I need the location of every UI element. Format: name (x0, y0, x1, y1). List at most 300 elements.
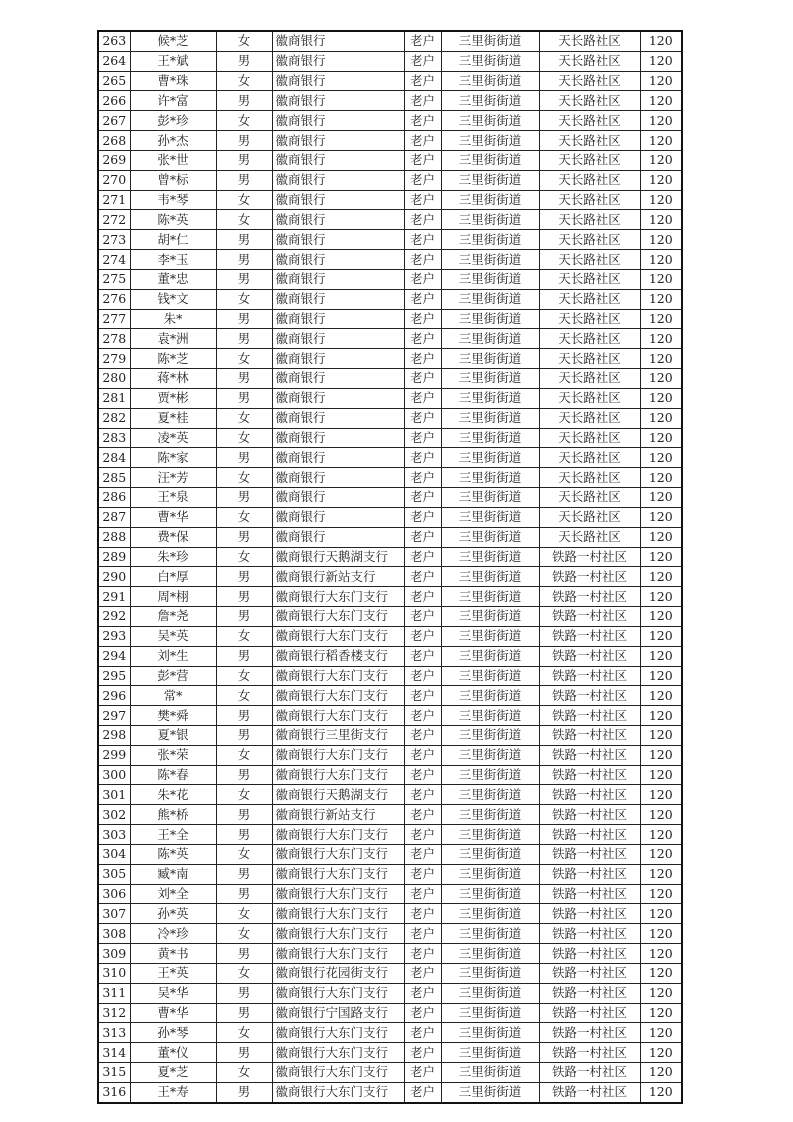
amount-cell: 120 (640, 309, 682, 329)
street-name-cell: 三里街街道 (441, 131, 539, 151)
row-number-cell: 290 (98, 567, 130, 587)
row-number-cell: 313 (98, 1023, 130, 1043)
table-row (98, 131, 682, 151)
amount-cell: 120 (640, 250, 682, 270)
amount-cell: 120 (640, 963, 682, 983)
household-type-cell: 老户 (404, 904, 441, 924)
community-name-cell: 铁路一村社区 (539, 924, 640, 944)
row-number-cell: 276 (98, 289, 130, 309)
row-number-cell: 268 (98, 131, 130, 151)
household-type-cell: 老户 (404, 805, 441, 825)
household-type-cell: 老户 (404, 1023, 441, 1043)
street-name-cell: 三里街街道 (441, 31, 539, 51)
community-name-cell: 天长路社区 (539, 488, 640, 508)
row-number-cell: 304 (98, 844, 130, 864)
gender-cell: 女 (216, 686, 272, 706)
table-body (98, 31, 682, 1103)
household-type-cell: 老户 (404, 864, 441, 884)
amount-cell: 120 (640, 587, 682, 607)
street-name-cell: 三里街街道 (441, 51, 539, 71)
bank-name-cell: 徽商银行 (272, 408, 404, 428)
table-row (98, 527, 682, 547)
gender-cell: 男 (216, 864, 272, 884)
gender-cell: 女 (216, 1063, 272, 1083)
gender-cell: 女 (216, 349, 272, 369)
person-name-cell: 候*芝 (130, 31, 216, 51)
gender-cell: 女 (216, 210, 272, 230)
amount-cell: 120 (640, 983, 682, 1003)
household-type-cell: 老户 (404, 785, 441, 805)
amount-cell: 120 (640, 349, 682, 369)
table-row (98, 884, 682, 904)
gender-cell: 女 (216, 31, 272, 51)
street-name-cell: 三里街街道 (441, 825, 539, 845)
row-number-cell: 308 (98, 924, 130, 944)
person-name-cell: 王*泉 (130, 488, 216, 508)
table-row (98, 329, 682, 349)
gender-cell: 男 (216, 230, 272, 250)
bank-name-cell: 徽商银行 (272, 230, 404, 250)
community-name-cell: 天长路社区 (539, 468, 640, 488)
row-number-cell: 305 (98, 864, 130, 884)
amount-cell: 120 (640, 369, 682, 389)
table-row (98, 388, 682, 408)
community-name-cell: 天长路社区 (539, 91, 640, 111)
gender-cell: 女 (216, 785, 272, 805)
amount-cell: 120 (640, 289, 682, 309)
row-number-cell: 273 (98, 230, 130, 250)
household-type-cell: 老户 (404, 963, 441, 983)
street-name-cell: 三里街街道 (441, 983, 539, 1003)
street-name-cell: 三里街街道 (441, 924, 539, 944)
table-row (98, 825, 682, 845)
person-name-cell: 费*保 (130, 527, 216, 547)
household-type-cell: 老户 (404, 329, 441, 349)
table-row (98, 765, 682, 785)
street-name-cell: 三里街街道 (441, 963, 539, 983)
street-name-cell: 三里街街道 (441, 309, 539, 329)
gender-cell: 女 (216, 468, 272, 488)
household-type-cell: 老户 (404, 428, 441, 448)
amount-cell: 120 (640, 408, 682, 428)
row-number-cell: 296 (98, 686, 130, 706)
community-name-cell: 铁路一村社区 (539, 825, 640, 845)
person-name-cell: 朱*花 (130, 785, 216, 805)
row-number-cell: 307 (98, 904, 130, 924)
street-name-cell: 三里街街道 (441, 904, 539, 924)
bank-name-cell: 徽商银行 (272, 190, 404, 210)
community-name-cell: 铁路一村社区 (539, 1003, 640, 1023)
person-name-cell: 陈*芝 (130, 349, 216, 369)
street-name-cell: 三里街街道 (441, 527, 539, 547)
household-type-cell: 老户 (404, 289, 441, 309)
household-type-cell: 老户 (404, 884, 441, 904)
household-type-cell: 老户 (404, 1063, 441, 1083)
community-name-cell: 天长路社区 (539, 230, 640, 250)
household-type-cell: 老户 (404, 607, 441, 627)
street-name-cell: 三里街街道 (441, 250, 539, 270)
street-name-cell: 三里街街道 (441, 864, 539, 884)
person-name-cell: 樊*舜 (130, 706, 216, 726)
household-type-cell: 老户 (404, 626, 441, 646)
person-name-cell: 孙*杰 (130, 131, 216, 151)
street-name-cell: 三里街街道 (441, 349, 539, 369)
person-name-cell: 彭*珍 (130, 111, 216, 131)
row-number-cell: 311 (98, 983, 130, 1003)
household-type-cell: 老户 (404, 388, 441, 408)
bank-name-cell: 徽商银行 (272, 369, 404, 389)
bank-name-cell: 徽商银行 (272, 428, 404, 448)
table-row (98, 646, 682, 666)
amount-cell: 120 (640, 944, 682, 964)
bank-name-cell: 徽商银行大东门支行 (272, 666, 404, 686)
amount-cell: 120 (640, 71, 682, 91)
bank-name-cell: 徽商银行三里街支行 (272, 725, 404, 745)
bank-name-cell: 徽商银行 (272, 388, 404, 408)
row-number-cell: 309 (98, 944, 130, 964)
person-name-cell: 胡*仁 (130, 230, 216, 250)
amount-cell: 120 (640, 884, 682, 904)
bank-name-cell: 徽商银行宁国路支行 (272, 1003, 404, 1023)
row-number-cell: 295 (98, 666, 130, 686)
subsidy-table (97, 30, 683, 1104)
table-row (98, 725, 682, 745)
gender-cell: 女 (216, 666, 272, 686)
gender-cell: 男 (216, 884, 272, 904)
bank-name-cell: 徽商银行 (272, 309, 404, 329)
community-name-cell: 天长路社区 (539, 210, 640, 230)
bank-name-cell: 徽商银行 (272, 31, 404, 51)
table-row (98, 1043, 682, 1063)
amount-cell: 120 (640, 1043, 682, 1063)
table-row (98, 666, 682, 686)
gender-cell: 男 (216, 706, 272, 726)
street-name-cell: 三里街街道 (441, 765, 539, 785)
row-number-cell: 279 (98, 349, 130, 369)
household-type-cell: 老户 (404, 369, 441, 389)
community-name-cell: 铁路一村社区 (539, 864, 640, 884)
household-type-cell: 老户 (404, 1003, 441, 1023)
person-name-cell: 陈*英 (130, 844, 216, 864)
street-name-cell: 三里街街道 (441, 210, 539, 230)
table-row (98, 309, 682, 329)
table-row (98, 51, 682, 71)
person-name-cell: 熊*桥 (130, 805, 216, 825)
community-name-cell: 天长路社区 (539, 71, 640, 91)
community-name-cell: 天长路社区 (539, 51, 640, 71)
table-row (98, 269, 682, 289)
community-name-cell: 铁路一村社区 (539, 725, 640, 745)
community-name-cell: 天长路社区 (539, 150, 640, 170)
row-number-cell: 265 (98, 71, 130, 91)
row-number-cell: 287 (98, 507, 130, 527)
row-number-cell: 266 (98, 91, 130, 111)
amount-cell: 120 (640, 864, 682, 884)
bank-name-cell: 徽商银行大东门支行 (272, 765, 404, 785)
community-name-cell: 天长路社区 (539, 369, 640, 389)
household-type-cell: 老户 (404, 408, 441, 428)
person-name-cell: 董*仪 (130, 1043, 216, 1063)
community-name-cell: 铁路一村社区 (539, 567, 640, 587)
person-name-cell: 韦*琴 (130, 190, 216, 210)
row-number-cell: 303 (98, 825, 130, 845)
bank-name-cell: 徽商银行天鹅湖支行 (272, 547, 404, 567)
street-name-cell: 三里街街道 (441, 706, 539, 726)
household-type-cell: 老户 (404, 924, 441, 944)
gender-cell: 男 (216, 1003, 272, 1023)
community-name-cell: 铁路一村社区 (539, 706, 640, 726)
person-name-cell: 陈*英 (130, 210, 216, 230)
gender-cell: 男 (216, 527, 272, 547)
gender-cell: 女 (216, 626, 272, 646)
street-name-cell: 三里街街道 (441, 547, 539, 567)
table-row (98, 488, 682, 508)
bank-name-cell: 徽商银行 (272, 111, 404, 131)
bank-name-cell: 徽商银行 (272, 250, 404, 270)
household-type-cell: 老户 (404, 944, 441, 964)
community-name-cell: 铁路一村社区 (539, 904, 640, 924)
gender-cell: 男 (216, 269, 272, 289)
gender-cell: 男 (216, 250, 272, 270)
bank-name-cell: 徽商银行大东门支行 (272, 587, 404, 607)
row-number-cell: 286 (98, 488, 130, 508)
household-type-cell: 老户 (404, 1082, 441, 1102)
community-name-cell: 天长路社区 (539, 190, 640, 210)
street-name-cell: 三里街街道 (441, 1023, 539, 1043)
street-name-cell: 三里街街道 (441, 626, 539, 646)
street-name-cell: 三里街街道 (441, 884, 539, 904)
street-name-cell: 三里街街道 (441, 844, 539, 864)
amount-cell: 120 (640, 666, 682, 686)
amount-cell: 120 (640, 170, 682, 190)
bank-name-cell: 徽商银行 (272, 488, 404, 508)
gender-cell: 男 (216, 725, 272, 745)
household-type-cell: 老户 (404, 111, 441, 131)
street-name-cell: 三里街街道 (441, 190, 539, 210)
amount-cell: 120 (640, 527, 682, 547)
community-name-cell: 天长路社区 (539, 250, 640, 270)
table-row (98, 1023, 682, 1043)
household-type-cell: 老户 (404, 190, 441, 210)
household-type-cell: 老户 (404, 269, 441, 289)
amount-cell: 120 (640, 1082, 682, 1102)
gender-cell: 男 (216, 805, 272, 825)
person-name-cell: 孙*琴 (130, 1023, 216, 1043)
row-number-cell: 284 (98, 448, 130, 468)
person-name-cell: 张*荣 (130, 745, 216, 765)
street-name-cell: 三里街街道 (441, 269, 539, 289)
table-row (98, 587, 682, 607)
bank-name-cell: 徽商银行 (272, 349, 404, 369)
person-name-cell: 王*英 (130, 963, 216, 983)
row-number-cell: 291 (98, 587, 130, 607)
gender-cell: 女 (216, 289, 272, 309)
household-type-cell: 老户 (404, 1043, 441, 1063)
bank-name-cell: 徽商银行大东门支行 (272, 844, 404, 864)
bank-name-cell: 徽商银行大东门支行 (272, 924, 404, 944)
table-row (98, 607, 682, 627)
amount-cell: 120 (640, 51, 682, 71)
gender-cell: 男 (216, 131, 272, 151)
street-name-cell: 三里街街道 (441, 408, 539, 428)
amount-cell: 120 (640, 686, 682, 706)
bank-name-cell: 徽商银行天鹅湖支行 (272, 785, 404, 805)
gender-cell: 男 (216, 388, 272, 408)
table-row (98, 289, 682, 309)
person-name-cell: 吴*英 (130, 626, 216, 646)
table-row (98, 963, 682, 983)
person-name-cell: 汪*芳 (130, 468, 216, 488)
household-type-cell: 老户 (404, 983, 441, 1003)
amount-cell: 120 (640, 785, 682, 805)
community-name-cell: 天长路社区 (539, 329, 640, 349)
row-number-cell: 264 (98, 51, 130, 71)
community-name-cell: 铁路一村社区 (539, 686, 640, 706)
bank-name-cell: 徽商银行 (272, 131, 404, 151)
community-name-cell: 天长路社区 (539, 309, 640, 329)
street-name-cell: 三里街街道 (441, 686, 539, 706)
gender-cell: 女 (216, 745, 272, 765)
gender-cell: 女 (216, 904, 272, 924)
row-number-cell: 298 (98, 725, 130, 745)
person-name-cell: 董*忠 (130, 269, 216, 289)
row-number-cell: 274 (98, 250, 130, 270)
bank-name-cell: 徽商银行大东门支行 (272, 944, 404, 964)
person-name-cell: 张*世 (130, 150, 216, 170)
row-number-cell: 282 (98, 408, 130, 428)
person-name-cell: 王*寿 (130, 1082, 216, 1102)
gender-cell: 男 (216, 646, 272, 666)
row-number-cell: 302 (98, 805, 130, 825)
bank-name-cell: 徽商银行 (272, 269, 404, 289)
person-name-cell: 朱*珍 (130, 547, 216, 567)
street-name-cell: 三里街街道 (441, 150, 539, 170)
row-number-cell: 297 (98, 706, 130, 726)
bank-name-cell: 徽商银行大东门支行 (272, 607, 404, 627)
person-name-cell: 臧*南 (130, 864, 216, 884)
household-type-cell: 老户 (404, 150, 441, 170)
bank-name-cell: 徽商银行新站支行 (272, 567, 404, 587)
community-name-cell: 天长路社区 (539, 31, 640, 51)
table-row (98, 706, 682, 726)
table-row (98, 31, 682, 51)
person-name-cell: 王*全 (130, 825, 216, 845)
table-row (98, 686, 682, 706)
person-name-cell: 贾*彬 (130, 388, 216, 408)
table-row (98, 111, 682, 131)
row-number-cell: 312 (98, 1003, 130, 1023)
street-name-cell: 三里街街道 (441, 488, 539, 508)
table-row (98, 844, 682, 864)
person-name-cell: 刘*生 (130, 646, 216, 666)
table-row (98, 547, 682, 567)
table-row (98, 71, 682, 91)
row-number-cell: 283 (98, 428, 130, 448)
street-name-cell: 三里街街道 (441, 666, 539, 686)
row-number-cell: 281 (98, 388, 130, 408)
person-name-cell: 黄*书 (130, 944, 216, 964)
household-type-cell: 老户 (404, 587, 441, 607)
household-type-cell: 老户 (404, 210, 441, 230)
community-name-cell: 天长路社区 (539, 269, 640, 289)
person-name-cell: 陈*家 (130, 448, 216, 468)
community-name-cell: 铁路一村社区 (539, 666, 640, 686)
bank-name-cell: 徽商银行 (272, 289, 404, 309)
table-row (98, 745, 682, 765)
community-name-cell: 天长路社区 (539, 448, 640, 468)
household-type-cell: 老户 (404, 71, 441, 91)
row-number-cell: 270 (98, 170, 130, 190)
household-type-cell: 老户 (404, 745, 441, 765)
community-name-cell: 铁路一村社区 (539, 785, 640, 805)
community-name-cell: 天长路社区 (539, 527, 640, 547)
gender-cell: 男 (216, 150, 272, 170)
table-row (98, 468, 682, 488)
amount-cell: 120 (640, 269, 682, 289)
table-row (98, 626, 682, 646)
household-type-cell: 老户 (404, 170, 441, 190)
amount-cell: 120 (640, 468, 682, 488)
person-name-cell: 曹*珠 (130, 71, 216, 91)
amount-cell: 120 (640, 1063, 682, 1083)
community-name-cell: 铁路一村社区 (539, 745, 640, 765)
row-number-cell: 269 (98, 150, 130, 170)
household-type-cell: 老户 (404, 567, 441, 587)
gender-cell: 男 (216, 944, 272, 964)
household-type-cell: 老户 (404, 230, 441, 250)
person-name-cell: 詹*尧 (130, 607, 216, 627)
household-type-cell: 老户 (404, 844, 441, 864)
community-name-cell: 铁路一村社区 (539, 1082, 640, 1102)
bank-name-cell: 徽商银行大东门支行 (272, 904, 404, 924)
street-name-cell: 三里街街道 (441, 785, 539, 805)
amount-cell: 120 (640, 507, 682, 527)
table-row (98, 230, 682, 250)
amount-cell: 120 (640, 1003, 682, 1023)
table-row (98, 785, 682, 805)
community-name-cell: 天长路社区 (539, 408, 640, 428)
person-name-cell: 孙*英 (130, 904, 216, 924)
gender-cell: 女 (216, 111, 272, 131)
bank-name-cell: 徽商银行大东门支行 (272, 884, 404, 904)
street-name-cell: 三里街街道 (441, 1003, 539, 1023)
community-name-cell: 铁路一村社区 (539, 983, 640, 1003)
community-name-cell: 铁路一村社区 (539, 884, 640, 904)
community-name-cell: 天长路社区 (539, 170, 640, 190)
person-name-cell: 彭*营 (130, 666, 216, 686)
amount-cell: 120 (640, 725, 682, 745)
community-name-cell: 铁路一村社区 (539, 944, 640, 964)
street-name-cell: 三里街街道 (441, 1063, 539, 1083)
table-row (98, 864, 682, 884)
amount-cell: 120 (640, 706, 682, 726)
row-number-cell: 278 (98, 329, 130, 349)
amount-cell: 120 (640, 91, 682, 111)
community-name-cell: 铁路一村社区 (539, 1043, 640, 1063)
table-row (98, 170, 682, 190)
table-row (98, 805, 682, 825)
community-name-cell: 铁路一村社区 (539, 607, 640, 627)
table-row (98, 250, 682, 270)
street-name-cell: 三里街街道 (441, 745, 539, 765)
table-row (98, 210, 682, 230)
bank-name-cell: 徽商银行大东门支行 (272, 1043, 404, 1063)
household-type-cell: 老户 (404, 488, 441, 508)
household-type-cell: 老户 (404, 725, 441, 745)
person-name-cell: 李*玉 (130, 250, 216, 270)
gender-cell: 女 (216, 507, 272, 527)
row-number-cell: 315 (98, 1063, 130, 1083)
